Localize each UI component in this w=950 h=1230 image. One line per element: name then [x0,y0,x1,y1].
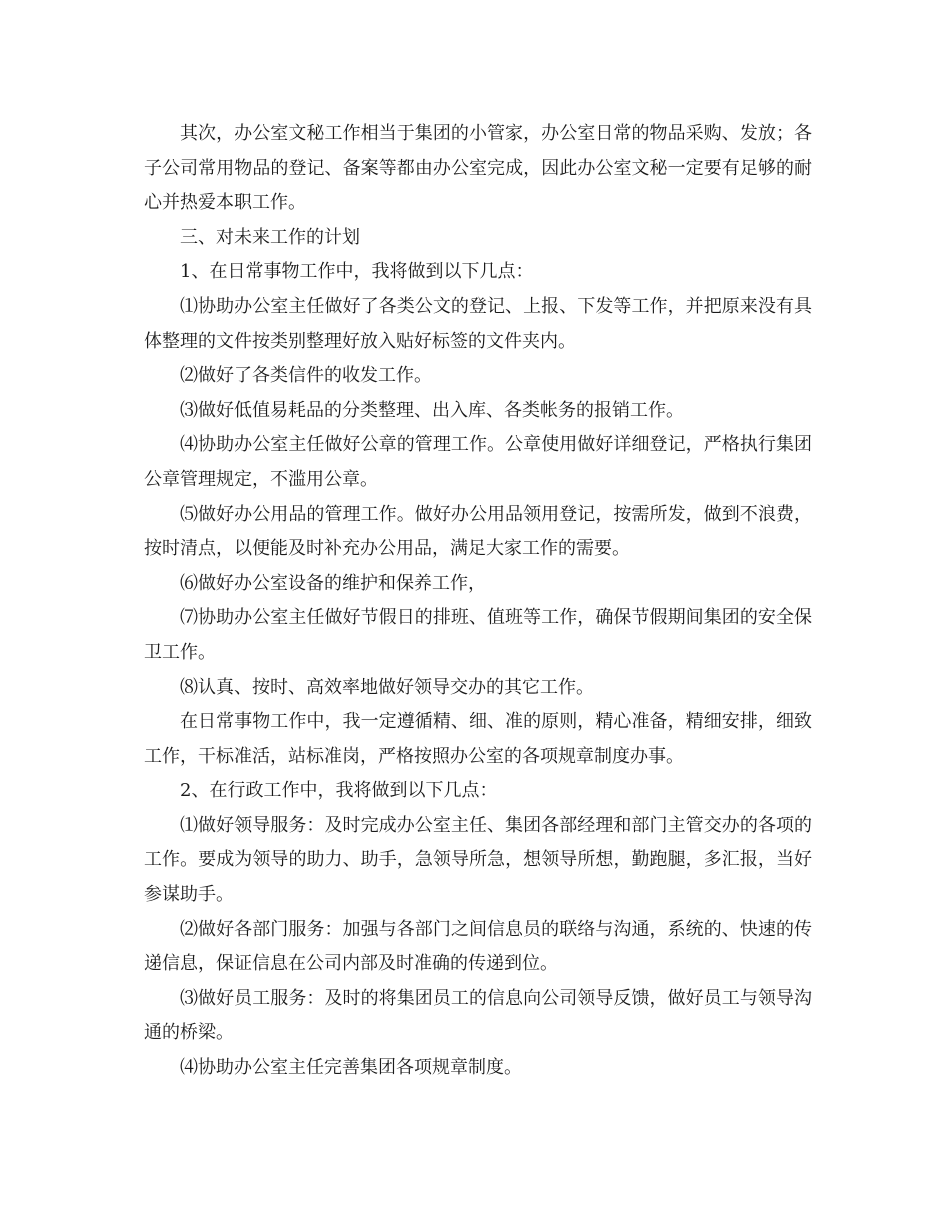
list-item-admin-1: ⑴做好领导服务：及时完成办公室主任、集团各部经理和部门主管交办的各项的工作。要成为领导的助力、助手，急领导所急，想领导所想，勤跑腿，多汇报，当好参谋助手。 [144,814,812,906]
subheading-daily-affairs: 1、在日常事物工作中，我将做到以下几点： [180,261,534,283]
list-item-daily-2: ⑵做好了各类信件的收发工作。 [180,365,432,387]
list-item-daily-1: ⑴协助办公室主任做好了各类公文的登记、上报、下发等工作，并把原来没有具体整理的文件按类别整理好放入贴好标签的文件夹内。 [144,295,812,352]
subheading-administrative: 2、在行政工作中，我将做到以下几点： [180,780,498,802]
list-item-daily-3: ⑶做好低值易耗品的分类整理、出入库、各类帐务的报销工作。 [180,399,684,421]
list-item-admin-4: ⑷协助办公室主任完善集团各项规章制度。 [180,1057,522,1079]
section-heading-future-plan: 三、对未来工作的计划 [180,226,360,248]
list-item-daily-8: ⑻认真、按时、高效率地做好领导交办的其它工作。 [180,676,594,698]
list-item-daily-5: ⑸做好办公用品的管理工作。做好办公用品领用登记，按需所发，做到不浪费，按时清点，以便能及时补充办公用品，满足大家工作的需要。 [144,503,812,560]
list-item-daily-7: ⑺协助办公室主任做好节假日的排班、值班等工作，确保节假期间集团的安全保卫工作。 [144,607,812,663]
list-item-admin-3: ⑶做好员工服务：及时的将集团员工的信息向公司领导反馈，做好员工与领导沟通的桥梁。 [144,987,812,1044]
list-item-admin-2: ⑵做好各部门服务：加强与各部门之间信息员的联络与沟通，系统的、快速的传递信息，保证信息在公司内部及时准确的传递到位。 [144,918,812,975]
paragraph-secretary-role: 其次，办公室文秘工作相当于集团的小管家，办公室日常的物品采购、发放；各子公司常用物品的登记、备案等都由办公室完成，因此办公室文秘一定要有足够的耐心并热爱本职工作。 [144,123,812,214]
document-body [144,117,812,1086]
list-item-daily-4: ⑷协助办公室主任做好公章的管理工作。公章使用做好详细登记，严格执行集团公章管理规定，不滥用公章。 [144,434,812,490]
paragraph-daily-principles: 在日常事物工作中，我一定遵循精、细、准的原则，精心准备，精细安排，细致工作，干标准活，站标准岗，严格按照办公室的各项规章制度办事。 [144,711,812,767]
list-item-daily-6: ⑹做好办公室设备的维护和保养工作， [180,572,486,594]
